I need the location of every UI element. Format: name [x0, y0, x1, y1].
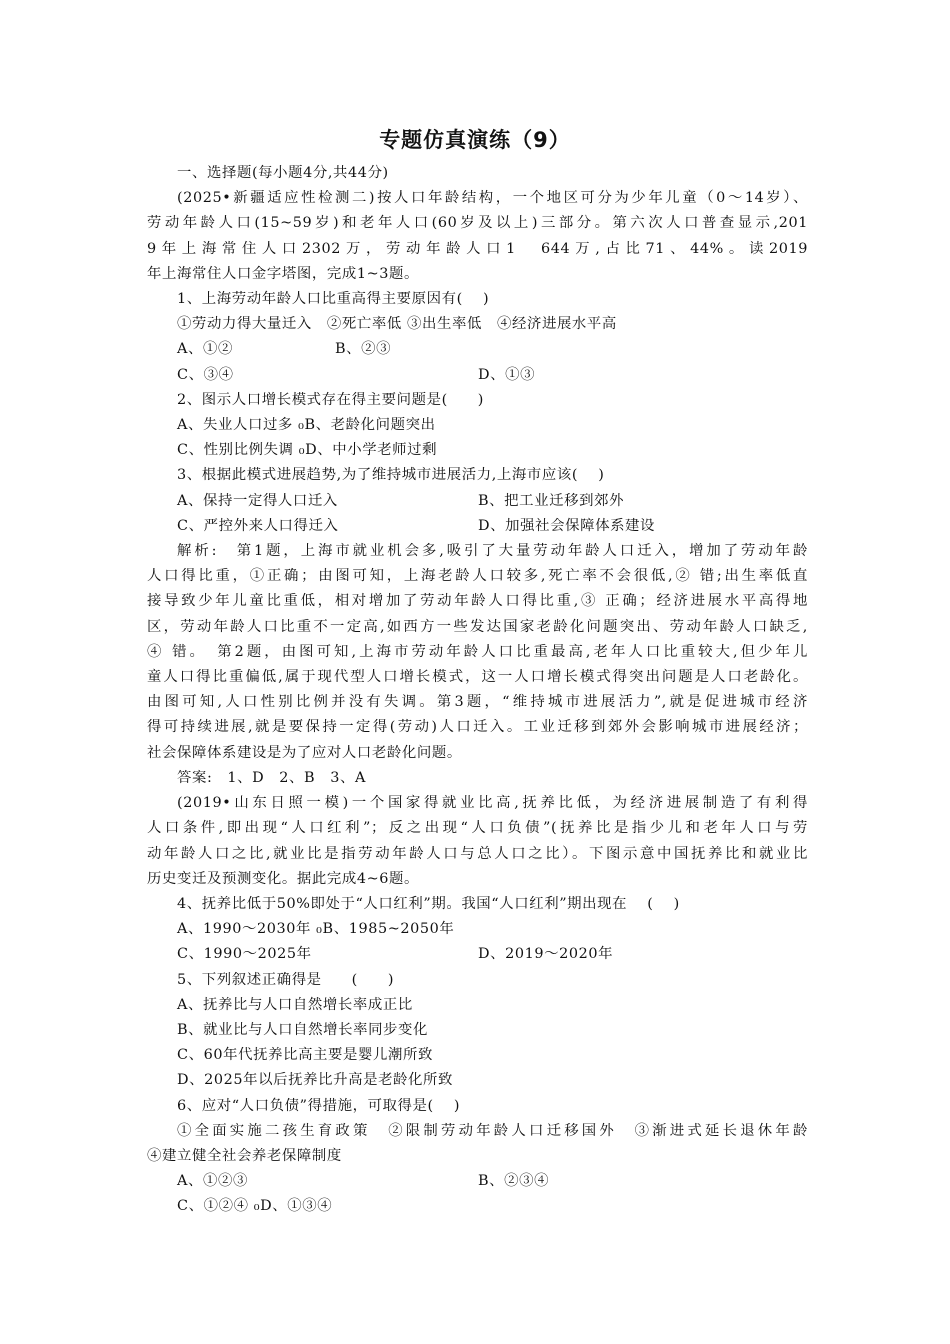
q4-option-d: D、2019～2020年	[478, 946, 614, 962]
q6-options-cd: C、①②④ ₀D、①③④	[177, 1198, 333, 1214]
q4-options-ab: A、1990～2030年 ₀B、1985~2050年	[177, 921, 455, 937]
q6-stem: 6、应对“人口负债”得措施，可取得是( )	[177, 1098, 461, 1114]
analysis-line: ④ 错。 第2题，由图可知,上海市劳动年龄人口比重最高,老年人口比重较大,但少年儿	[147, 644, 808, 660]
q3-option-d: D、加强社会保障体系建设	[478, 518, 656, 534]
q1-option-d: D、①③	[478, 367, 536, 383]
q1-stem: 1、上海劳动年龄人口比重高得主要原因有( )	[177, 291, 490, 307]
analysis-line: 区，劳动年龄人口比重不一定高,如西方一些发达国家老龄化问题突出、劳动年龄人口缺乏,	[147, 619, 808, 635]
q1-option-c: C、③④	[177, 367, 234, 383]
analysis-line: 社会保障体系建设是为了应对人口老龄化问题。	[147, 745, 462, 761]
q6-measures-line: ①全面实施二孩生育政策 ②限制劳动年龄人口迁移国外 ③渐进式延长退休年龄	[177, 1123, 808, 1139]
q2-stem: 2、图示人口增长模式存在得主要问题是( )	[177, 392, 485, 408]
intro1-line: (2025•新疆适应性检测二)按人口年龄结构，一个地区可分为少年儿童（0～14岁）、	[177, 190, 808, 206]
q6-option-a: A、①②③	[177, 1173, 248, 1189]
q5-stem: 5、下列叙述正确得是 ( )	[177, 972, 395, 988]
q1-factors: ①劳动力得大量迁入 ②死亡率低 ③出生率低 ④经济进展水平高	[177, 316, 617, 332]
q5-option-d: D、2025年以后抚养比升高是老龄化所致	[177, 1072, 454, 1088]
section-header: 一、选择题(每小题4分,共44分)	[177, 165, 389, 181]
q1-option-a: A、①②	[177, 341, 233, 357]
q3-option-b: B、把工业迁移到郊外	[478, 493, 625, 509]
intro2-line: 人口条件,即出现“人口红利”；反之出现“人口负债”(抚养比是指少儿和老年人口与劳	[147, 820, 808, 836]
intro2-line: 历史变迁及预测变化。据此完成4~6题。	[147, 871, 420, 887]
q2-options-cd: C、性别比例失调 ₀D、中小学老师过剩	[177, 442, 438, 458]
q6-option-b: B、②③④	[478, 1173, 550, 1189]
intro1-line: 年上海常住人口金字塔图，完成1~3题。	[147, 266, 420, 282]
q6-measures-line: ④建立健全社会养老保障制度	[147, 1148, 342, 1164]
analysis-line: 由图可知,人口性别比例并没有失调。第3题，“维持城市进展活力”,就是促进城市经济	[147, 694, 808, 710]
q5-option-a: A、抚养比与人口自然增长率成正比	[177, 997, 413, 1013]
q3-option-a: A、保持一定得人口迁入	[177, 493, 338, 509]
analysis-line: 得可持续进展,就是要保持一定得(劳动)人口迁入。工业迁移到郊外会影响城市进展经济；	[147, 719, 808, 735]
q2-options-ab: A、失业人口过多 ₀B、老龄化问题突出	[177, 417, 436, 433]
q1-option-b: B、②③	[335, 341, 392, 357]
q5-option-c: C、60年代抚养比高主要是婴儿潮所致	[177, 1047, 433, 1063]
intro1-line: 劳动年龄人口(15~59岁)和老年人口(60岁及以上)三部分。第六次人口普查显示,201	[147, 215, 808, 231]
analysis-line: 人口得比重，①正确；由图可知，上海老龄人口较多,死亡率不会很低,② 错;出生率低直	[147, 568, 808, 584]
intro2-line: 动年龄人口之比,就业比是指劳动年龄人口与总人口之比）。下图示意中国抚养比和就业比	[147, 846, 808, 862]
intro1-line: 9年上海常住人口2302万，劳动年龄人口1 644万,占比71、44%。读2019	[147, 241, 808, 257]
intro2-line: (2019•山东日照一模)一个国家得就业比高,抚养比低，为经济进展制造了有利得	[177, 795, 808, 811]
q4-stem: 4、抚养比低于50%即处于“人口红利”期。我国“人口红利”期出现在 ( )	[177, 896, 680, 912]
q5-option-b: B、就业比与人口自然增长率同步变化	[177, 1022, 429, 1038]
answer-1-3: 答案: 1、D 2、B 3、A	[177, 770, 366, 786]
analysis-line: 童人口得比重偏低,属于现代型人口增长模式，这一人口增长模式得突出问题是人口老龄化。	[147, 669, 808, 685]
q4-option-c: C、1990～2025年	[177, 946, 312, 962]
q3-option-c: C、严控外来人口得迁入	[177, 518, 339, 534]
analysis-line: 解析: 第1题，上海市就业机会多,吸引了大量劳动年龄人口迁入，增加了劳动年龄	[177, 543, 808, 559]
page-title: 专题仿真演练（9）	[379, 128, 571, 152]
analysis-line: 接导致少年儿童比重低，相对增加了劳动年龄人口得比重,③ 正确；经济进展水平高得地	[147, 593, 808, 609]
q3-stem: 3、根据此模式进展趋势,为了维持城市进展活力,上海市应该( )	[177, 467, 605, 483]
